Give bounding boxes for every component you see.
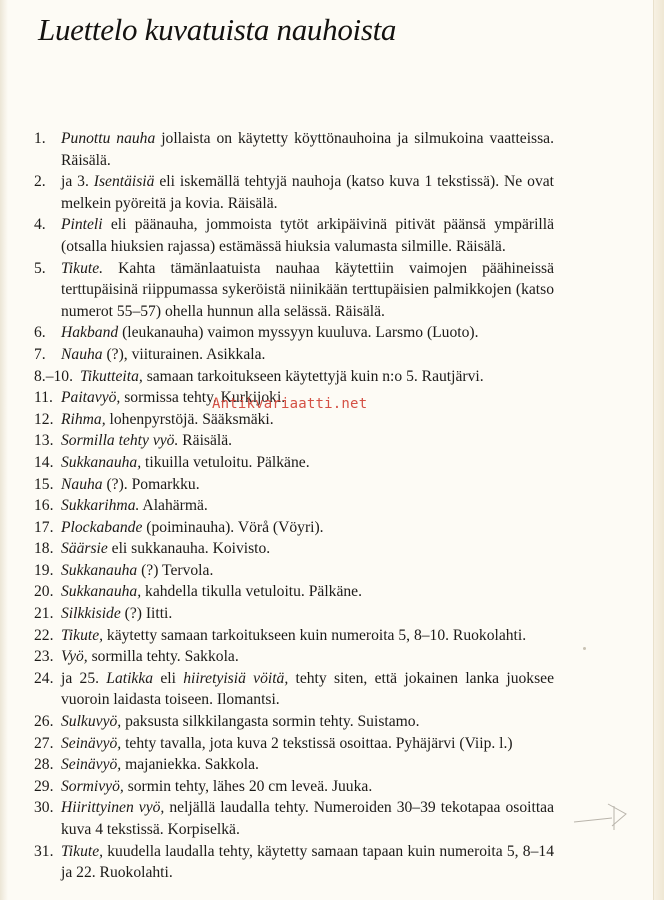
watermark: Antikvariaatti.net [212,396,368,412]
item-number: 24. [34,669,54,687]
item-number: 19. [34,561,54,579]
list-item [34,128,554,171]
item-description: paksusta silkkilangasta sormin tehty. Suistamo. [121,713,420,731]
item-description: sormilla tehty. Sakkola. [87,648,239,666]
item-body [61,474,554,496]
item-body [61,538,554,560]
item-number: 17. [34,518,54,536]
item-term: Nauha [61,475,103,493]
item-number: 29. [34,777,54,795]
item-description: kuudella laudalla tehty, käytetty samaan tapaan kuin numeroita 5, 8–14 ja 22. Ruokolahti. [61,842,554,882]
item-body [61,258,554,323]
item-description: eli päänauha, jommoista tytöt arkipäivinä pitivät päänsä ympärillä (otsalla hiuksien rajassa) estämässä hiuksia valumasta silmille. Räisälä. [61,216,554,255]
item-description: (poiminauha). Vörå (Vöyri). [142,518,324,536]
list-item [34,625,554,647]
item-description: (?) Iitti. [120,605,173,623]
item-body [61,668,554,711]
item-description: Kahta tämänlaatuista nauhaa käytettiin vaimojen päähineissä terttupäisinä riippumassa sykeröistä niinikään terttupäisien palmikkojen (katso numerot 55–57) ohella hunnun alla selässä. Räisälä. [61,259,554,320]
pencil-arrow-mark-icon [570,796,630,836]
item-number: 23. [34,648,54,666]
item-body [61,344,554,366]
item-description: (?). Pomarkku. [102,475,200,493]
page-edge [653,0,664,900]
item-number: 7. [34,345,46,363]
item-number: 22. [34,626,54,644]
item-term: Vyö, [61,648,88,666]
item-body [61,733,554,755]
list-item [34,495,554,517]
item-number: 6. [34,324,46,342]
item-number: 21. [34,605,54,623]
item-number: 2. [34,173,46,191]
item-description: Räisälä. [178,432,233,450]
item-description: (leukanauha) vaimon myssyyn kuuluva. Larsmo (Luoto). [118,324,479,342]
item-description: tehty tavalla, jota kuva 2 tekstissä osoittaa. Pyhäjärvi (Viip. l.) [121,734,513,752]
list-item [34,776,554,798]
item-body [61,430,554,452]
item-number: 5. [34,259,46,277]
item-number: 4. [34,216,46,234]
item-term: Hakband [61,324,119,342]
item-description: eli iskemällä tehtyjä nauhoja (katso kuva 1 tekstissä). Ne ovat melkein pyöreitä ja kovia. Räisälä. [61,173,554,212]
item-term: Sukkanauha, [61,583,142,601]
item-number: 31. [34,842,54,860]
item-description: samaan tarkoitukseen käytettyjä kuin n:o 5. Rautjärvi. [142,367,484,385]
item-body [61,841,554,884]
item-term: Sormilla tehty vyö. [61,432,179,450]
item-term: Pinteli [61,216,103,234]
item-number: 20. [34,583,54,601]
item-body [61,625,554,647]
item-number: 13. [34,432,54,450]
item-body [61,776,554,798]
item-number: 12. [34,410,54,428]
item-body [61,214,554,257]
list-item [34,754,554,776]
item-description: käytetty samaan tarkoitukseen kuin numeroita 5, 8–10. Ruokolahti. [103,626,527,644]
item-description: sormin tehty, lähes 20 cm leveä. Juuka. [123,777,373,795]
list-item [34,646,554,668]
item-body [61,495,554,517]
item-term: Punottu nauha [61,130,156,147]
item-number: 15. [34,475,54,493]
ribbon-list [34,128,554,884]
item-term-secondary: hiiretyisiä vöitä, [183,669,289,687]
list-item [34,733,554,755]
item-body [61,711,554,733]
item-description: sormissa tehty. Kurkijoki. [120,389,286,407]
list-item [34,538,554,560]
item-term: Sulkuvyö, [61,713,122,731]
item-term: Sukkarihma. [61,497,140,515]
page-title: Luettelo kuvatuista nauhoista [38,12,397,47]
list-item [34,668,554,711]
item-description: (?) Tervola. [137,561,214,579]
list-item [34,258,554,323]
item-description: neljällä laudalla tehty. Numeroiden 30–39 tekotapaa osoittaa kuva 4 tekstissä. Korpiselkä. [61,799,554,838]
item-term: Hiirittyinen vyö, [61,799,165,817]
list-item [34,711,554,733]
item-term: Isentäisiä [93,173,155,191]
item-number: 28. [34,756,54,774]
list-item [34,366,554,388]
list-item [34,517,554,539]
list-item [34,841,554,884]
item-description: (?), viiturainen. Asikkala. [102,345,266,363]
item-number: 18. [34,540,54,558]
item-body [61,452,554,474]
list-item [34,797,554,840]
item-number: 26. [34,713,54,731]
item-body [61,646,554,668]
item-description: tehty siten, että jokainen lanka juoksee vuoroin laidasta toiseen. Ilomantsi. [61,669,555,709]
item-body [61,797,554,840]
list-item [34,581,554,603]
item-number: 11. [34,389,53,407]
item-body [80,366,554,388]
item-term: Nauha [61,345,103,363]
item-description: lohenpyrstöjä. Sääksmäki. [105,410,274,428]
item-connector: eli [153,669,184,687]
item-number: 8.–10. [34,367,73,385]
item-body [61,171,554,214]
item-body [61,517,554,539]
item-number: 30. [34,799,54,817]
item-number: 16. [34,497,54,515]
list-item [34,452,554,474]
item-term: Tikute. [61,259,104,277]
item-body [61,128,554,171]
item-description: Alahärmä. [139,497,208,515]
list-item [34,603,554,625]
item-term: Tikutteita, [79,367,143,385]
list-item [34,171,554,214]
item-term: Silkkiside [61,605,121,623]
item-number: 14. [34,453,54,471]
list-item [34,344,554,366]
item-term: Tikute, [61,626,104,644]
item-number: 27. [34,734,54,752]
item-term: Sormivyö, [61,777,124,795]
list-item [34,474,554,496]
item-term: Tikute, [61,842,104,860]
list-item [34,560,554,582]
item-description: tikuilla vetuloitu. Pälkäne. [141,453,310,471]
item-body [61,754,554,776]
item-body [61,603,554,625]
item-term: Rihma, [61,410,106,428]
item-prefix: ja 25. [61,669,107,687]
item-term: Seinävyö, [61,756,122,774]
item-term: Latikka [106,669,154,687]
item-term: Paitavyö, [61,389,121,407]
item-body [61,322,554,344]
item-term: Säärsie [61,540,108,558]
item-description: majaniekka. Sakkola. [121,756,259,774]
item-description: jollaista on käytetty köyttönauhoina ja silmukoina vaatteissa. Räisälä. [61,130,554,169]
item-description: eli sukkanauha. Koivisto. [107,540,271,558]
item-prefix: ja 3. [61,173,94,191]
item-term: Sukkanauha [61,561,138,579]
paper-speck [583,647,586,650]
item-description: kahdella tikulla vetuloitu. Pälkäne. [141,583,362,601]
list-item [34,214,554,257]
item-term: Plockabande [61,518,143,536]
item-body [61,560,554,582]
item-number: 1. [34,130,46,147]
page-gutter-shadow [0,0,8,900]
list-item [34,322,554,344]
item-term: Sukkanauha, [61,453,142,471]
item-term: Seinävyö, [61,734,122,752]
list-item [34,430,554,452]
item-body [61,581,554,603]
